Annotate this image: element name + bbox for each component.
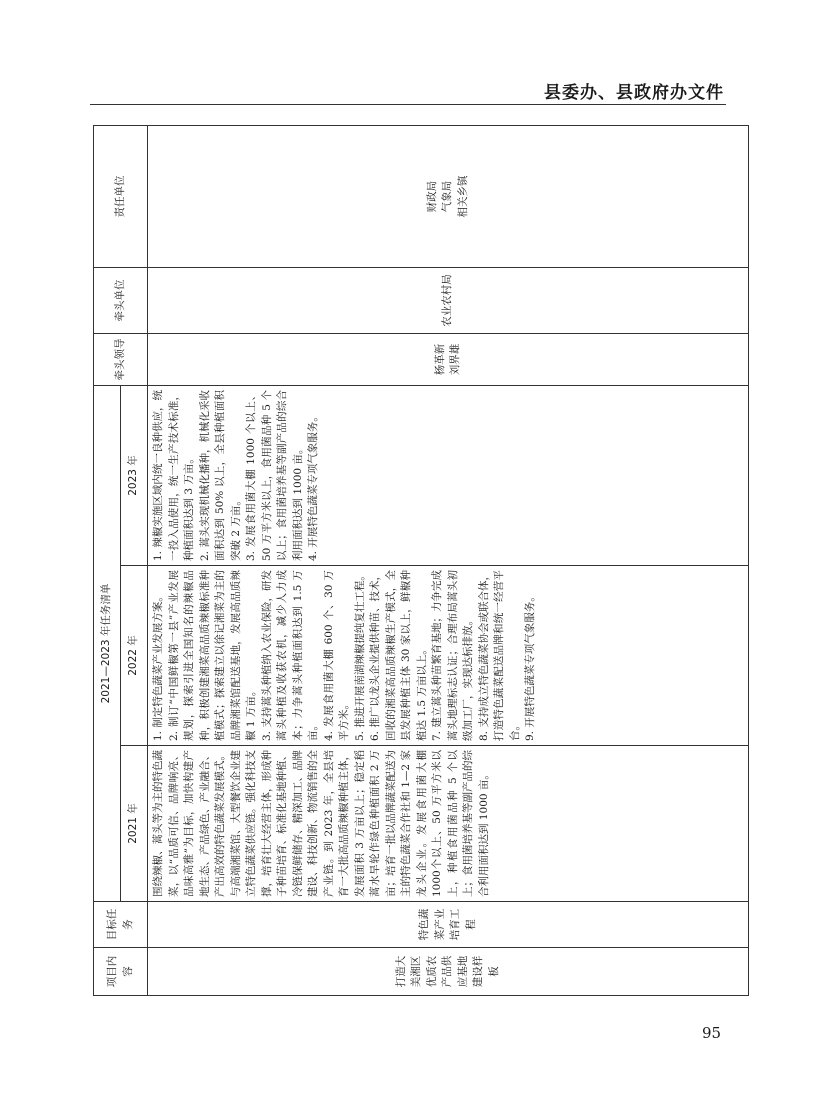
list-item: 4. 开展特色蔬菜专项气象服务。 (307, 411, 319, 561)
page-number: 95 (702, 1024, 722, 1042)
list-item: 3. 支持蒿头种植纳入农业保险，研发蒿头种植及收获农机，减少人力成本；力争蒿头种植面积达到 1.5 万亩。 (260, 570, 319, 741)
cell-lead-unit: 农业农村局 (148, 267, 749, 333)
col-2023-header: 2023 年 (121, 385, 148, 565)
list-item: 4. 发展食用菌大棚 600 个、30 万平方米。 (322, 570, 350, 741)
cell-project: 打造大美湘区优质农产品供应基地建设样板 (148, 948, 749, 996)
col-lead-unit-header: 牵头单位 (94, 267, 148, 333)
list-item: 1. 制定特色蔬菜产业发展方案。 (152, 591, 164, 741)
list-item: 2. 蒿头实现机械化播种，机械化采收面积达到 50% 以上，全县种植面积突破 2 万亩。 (198, 389, 242, 561)
cell-2023 (148, 385, 749, 565)
list-item: 6. 推广以龙头企业提供种苗、技术，回收的湘菜高品质辣椒生产模式，全县发展种植主体 30 家以上，鲜椒种植达 1.5 万亩以上。 (369, 570, 428, 741)
list-item: 8. 支持成立特色蔬菜协会或联合体，打造特色蔬菜配送品牌和统一经营平台。 (477, 570, 521, 741)
col-task-list-header: 2021—2023 年任务清单 (94, 385, 121, 901)
task-table (93, 125, 749, 996)
col-target-header: 目标任务 (94, 902, 148, 948)
col-2021-header: 2021 年 (121, 746, 148, 902)
header-rule (90, 104, 726, 105)
col-resp-unit-header: 责任单位 (94, 125, 148, 267)
list-item: 3. 发展食用菌大棚 1000 个以上、50 万平方米以上，食用菌品种 5 个以上；食用菌培养基等副产品的综合利用面积达到 1000 亩。 (245, 389, 304, 561)
cell-resp-unit: 财政局 气象局 相关乡镇 (148, 125, 749, 267)
cell-target: 特色蔬菜产业培育工程 (148, 902, 749, 948)
col-lead-leader-header: 牵头领导 (94, 333, 148, 385)
col-2022-header: 2022 年 (121, 566, 148, 746)
header-title: 县委办、县政府办文件 (544, 83, 724, 103)
list-item: 1. 辣椒实施区域内统一良种供应，统一投入品使用，统一生产技术标准，种植面积达到 3 万亩。 (152, 389, 195, 561)
cell-2022 (148, 566, 749, 746)
list-item: 7. 建立蒿头种苗繁育基地；力争完成蒿头地理标志认证；合理布局蒿头初级加工厂，实现达标排放。 (431, 570, 474, 741)
list-item: 5. 推进开展南湖辣椒提纯复壮工程。 (353, 570, 366, 741)
table-row (148, 125, 749, 995)
cell-2021: 围绕辣椒、蒿头等为主的特色蔬菜，以“品质可信、品牌响亮、品味高雅”为目标，加快构建产地生态、产品绿色、产业融合、产出高效的特色蔬菜发展模式。与高端湘菜馆、大型餐饮企业建立特色蔬菜供应链。强化科技支撑，培育壮大经营主体，形成种子种苗培育、标准化基地种植、冷链保鲜储存、精深加工、品牌建设、科技创新、物流销售的全产业链。到 2023 年，全县培育一大批高品质辣椒种植主体，发展面积 3 万亩以上；稳定稻蒿水旱轮作绿色种植面积 2 万亩；培育一批以品牌蔬菜配送为主的特色蔬菜合作社和 1—2 家龙头企业。发展食用菌大棚 1000个以上、50 万平方米以上，种植食用菌品种 5 个以上；食用菌培养基等副产品的综合利用面积达到 1000 亩。 (148, 746, 749, 902)
col-project-header: 项目内容 (94, 948, 148, 996)
list-item: 9. 开展特色蔬菜专项气象服务。 (524, 591, 536, 741)
task-table-rotated (93, 126, 749, 996)
cell-lead-leader: 杨革新 刘界雄 (148, 333, 749, 385)
list-item: 2. 制订“中国鲜椒第一县”产业发展规划，探索引进全国知名的辣椒品种，积极创建湘菜高品质辣椒标准种植模式；探索建立以徐记湘菜为主的品牌湘菜馆配送基地，发展高品质辣椒 1 万亩。 (167, 570, 257, 741)
